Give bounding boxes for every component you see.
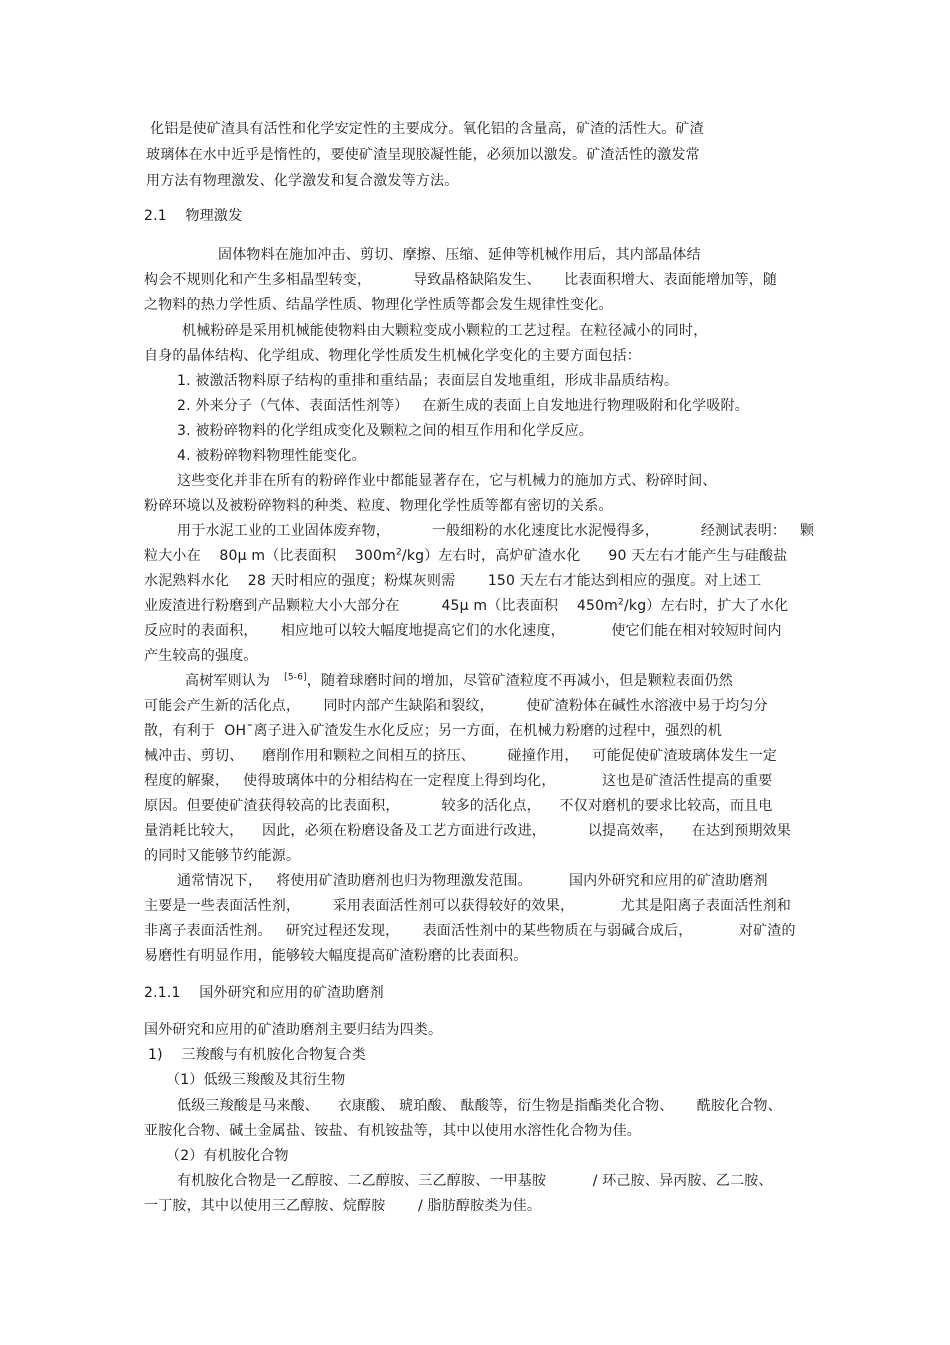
paragraph-line: 水泥熟料水化 28 天时相应的强度；粉煤灰则需 150 天左右才能达到相应的强度。对上述工 <box>144 573 762 589</box>
paragraph-line: 主要是一些表面活性剂， 采用表面活性剂可以获得较好的效果， 尤其是阳离子表面活性剂和 <box>144 898 792 914</box>
intro-line-1: 化铝是使矿渣具有活性和化学安定性的主要成分。氧化铝的含量高，矿渣的活性大。矿渣 <box>150 121 704 137</box>
citation: [5-6] <box>284 672 307 683</box>
paragraph-line: 有机胺化合物是一乙醇胺、二乙醇胺、三乙醇胺、一甲基胺 / 环己胺、异丙胺、乙二胺、 <box>177 1173 773 1189</box>
paragraph-line: 产生较高的强度。 <box>144 648 258 664</box>
paragraph-line: 这些变化并非在所有的粉碎作业中都能显著存在，它与机械力的施加方式、粉碎时间、 <box>177 473 717 489</box>
paragraph-line: 易磨性有明显作用，能够较大幅度提高矿渣粉磨的比表面积。 <box>144 948 528 964</box>
paragraph-line: 构会不规则化和产生多相晶型转变， 导致晶格缺陷发生、 比表面积增大、表面能增加等，随 <box>144 272 778 288</box>
paragraph-line: 粉碎环境以及被粉碎物料的种类、粒度、物理化学性质等都有密切的关系。 <box>144 498 613 514</box>
sub-heading: （2）有机胺化合物 <box>166 1148 289 1164</box>
intro-line-2: 玻璃体在水中近乎是惰性的，要使矿渣呈现胶凝性能，必须加以激发。矿渣活性的激发常 <box>146 147 700 163</box>
list-item: 4. 被粉碎物料物理性能变化。 <box>177 448 366 464</box>
paragraph-line: 原因。但要使矿渣获得较高的比表面积， 较多的活化点， 不仅对磨机的要求比较高，而且电 <box>144 798 773 814</box>
paragraph-line: 量消耗比较大， 因此，必须在粉磨设备及工艺方面进行改进， 以提高效率， 在达到预期效果 <box>144 823 792 839</box>
paragraph-line: 亚胺化合物、碱土金属盐、铵盐、有机铵盐等，其中以使用水溶性化合物为佳。 <box>144 1123 641 1139</box>
superscript: 2 <box>395 547 402 558</box>
text-span: 业废渣进行粉磨到产品颗粒大小大部分在 45μ m（比表面积 450m <box>144 598 619 614</box>
paragraph-line: 械冲击、剪切、 磨削作用和颗粒之间相互的挤压、 碰撞作用， 可能促使矿渣玻璃体发生一定 <box>144 748 778 764</box>
intro-line-3: 用方法有物理激发、化学激发和复合激发等方法。 <box>146 173 459 189</box>
list-item: 1. 被激活物料原子结构的重排和重结晶；表面层自发地重组，形成非晶质结构。 <box>177 373 679 389</box>
paragraph-line: 可能会产生新的活化点， 同时内部产生缺陷和裂纹， 使矿渣粉体在碱性水溶液中易于均匀分 <box>144 698 768 714</box>
sub-heading: （1）低级三羧酸及其衍生物 <box>166 1072 346 1088</box>
section-heading-2-1-1: 2.1.1 国外研究和应用的矿渣助磨剂 <box>144 985 384 1001</box>
paragraph-line: 程度的解聚， 使得玻璃体中的分相结构在一定程度上得到均化， 这也是矿渣活性提高的重要 <box>144 773 773 789</box>
paragraph-line: 低级三羧酸是马来酸、 衣康酸、 琥珀酸、 酞酸等，衍生物是指酯类化合物、 酰胺化合物、 <box>177 1098 782 1114</box>
paragraph-line: 用于水泥工业的工业固体废弃物， 一般细粉的水化速度比水泥慢得多， 经测试表明： 颗 <box>177 523 815 539</box>
paragraph-line: 国外研究和应用的矿渣助磨剂主要归结为四类。 <box>144 1022 443 1038</box>
paragraph-line: 之物料的热力学性质、结晶学性质、物理化学性质等都会发生规律性变化。 <box>144 297 613 313</box>
paragraph-line: 一丁胺，其中以使用三乙醇胺、烷醇胺 / 脂肪醇胺类为佳。 <box>144 1198 542 1214</box>
text-span: /kg）左右时，高炉矿渣水化 90 天左右才能产生与硅酸盐 <box>401 548 788 564</box>
superscript: 2 <box>618 597 624 608</box>
paragraph-line: 的同时又能够节约能源。 <box>144 848 301 864</box>
paragraph-line: 反应时的表面积， 相应地可以较大幅度地提高它们的水化速度， 使它们能在相对较短时间内 <box>144 623 782 639</box>
list-item: 1) 三羧酸与有机胺化合物复合类 <box>148 1047 366 1063</box>
text-span: ，随着球磨时间的增加，尽管矿渣粒度不再减小，但是颗粒表面仍然 <box>306 673 733 689</box>
list-item: 3. 被粉碎物料的化学组成变化及颗粒之间的相互作用和化学反应。 <box>177 423 594 439</box>
paragraph-line: 机械粉碎是采用机械能使物料由大颗粒变成小颗粒的工艺过程。在粒径减小的同时， <box>182 323 708 339</box>
paragraph-line <box>144 596 788 616</box>
list-item: 2. 外来分子（气体、表面活性剂等） 在新生成的表面上自发地进行物理吸附和化学吸附。 <box>177 398 749 414</box>
paragraph-line <box>144 546 787 566</box>
paragraph-line: 非离子表面活性剂。 研究过程还发现， 表面活性剂中的某些物质在与弱碱合成后， 对矿渣的 <box>144 923 796 939</box>
paragraph-line: 自身的晶体结构、化学组成、物理化学性质发生机械化学变化的主要方面包括： <box>144 348 641 364</box>
paragraph-line: 散，有利于 OH¯离子进入矿渣发生水化反应；另一方面，在机械力粉磨的过程中，强烈的机 <box>144 723 723 739</box>
text-span: 高树军则认为 <box>185 673 285 689</box>
text-span: 粒大小在 80μ m（比表面积 300m <box>144 548 396 564</box>
text-span: /kg）左右时，扩大了水化 <box>623 598 789 614</box>
paragraph-line: 固体物料在施加冲击、剪切、摩擦、压缩、延伸等机械作用后，其内部晶体结 <box>218 247 701 263</box>
section-heading-2-1: 2.1 物理激发 <box>144 208 243 224</box>
paragraph-line <box>185 671 733 691</box>
paragraph-line: 通常情况下， 将使用矿渣助磨剂也归为物理激发范围。 国内外研究和应用的矿渣助磨剂 <box>177 873 768 889</box>
